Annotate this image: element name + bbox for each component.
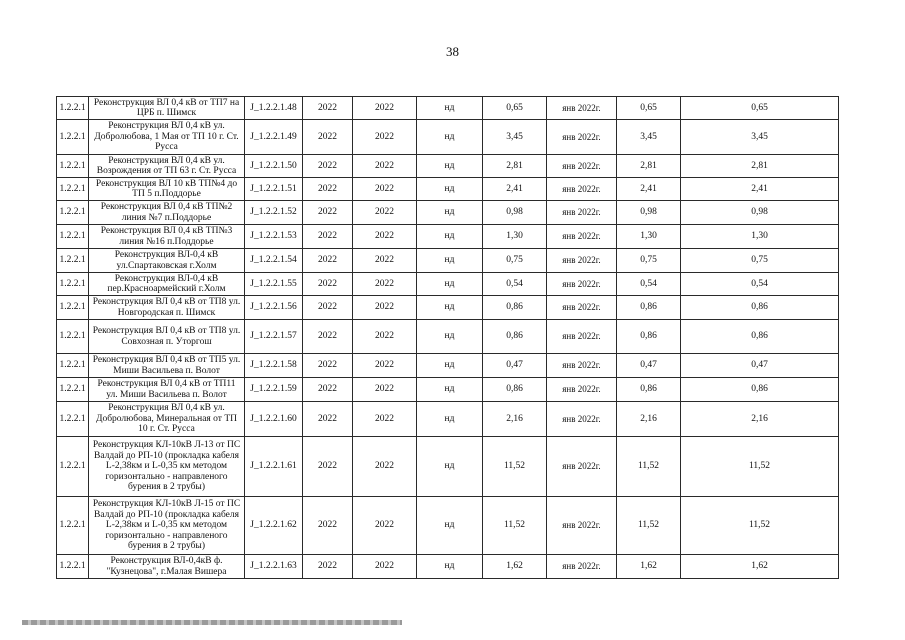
value-cell: 2,41: [483, 178, 547, 201]
object-code: J_1.2.2.1.48: [245, 97, 303, 120]
table-row: [57, 225, 839, 249]
value2-cell: 2,41: [617, 178, 681, 201]
table-row: [57, 178, 839, 201]
object-name: Реконструкция ВЛ 0,4 кВ ТП№3 линия №16 п.Поддорье: [89, 225, 245, 249]
object-name: Реконструкция ВЛ 0,4 кВ от ТП8 ул. Новгородская п. Шимск: [89, 296, 245, 320]
object-code: J_1.2.2.1.63: [245, 555, 303, 579]
table-row: [57, 201, 839, 225]
value-cell: 2,81: [483, 155, 547, 178]
table-row: [57, 97, 839, 120]
row-number: 1.2.2.1: [57, 155, 89, 178]
object-name: Реконструкция КЛ-10кВ Л-13 от ПС Валдай до РП-10 (прокладка кабеля L-2,38км и L-0,35 км методом горизонтально - направленого бурения в 2 трубы): [89, 437, 245, 497]
object-code: J_1.2.2.1.59: [245, 378, 303, 402]
object-code: J_1.2.2.1.51: [245, 178, 303, 201]
object-name: Реконструкция ВЛ 0,4 кВ ул. Добролюбова, Минеральная от ТП 10 г. Ст. Русса: [89, 402, 245, 437]
date-cell: янв 2022г.: [547, 273, 617, 296]
object-name: Реконструкция ВЛ-0,4 кВ пер.Красноармейский г.Холм: [89, 273, 245, 296]
value2-cell: 1,62: [617, 555, 681, 579]
end-year: 2022: [353, 155, 417, 178]
nd-cell: нд: [417, 225, 483, 249]
table-row: [57, 249, 839, 273]
table-row: [57, 296, 839, 320]
nd-cell: нд: [417, 201, 483, 225]
nd-cell: нд: [417, 555, 483, 579]
date-cell: янв 2022г.: [547, 225, 617, 249]
value3-cell: 0,86: [681, 378, 839, 402]
value-cell: 1,30: [483, 225, 547, 249]
object-code: J_1.2.2.1.58: [245, 354, 303, 378]
scan-artifact-bar: [22, 620, 402, 625]
value3-cell: 1,62: [681, 555, 839, 579]
date-cell: янв 2022г.: [547, 437, 617, 497]
end-year: 2022: [353, 354, 417, 378]
value2-cell: 11,52: [617, 497, 681, 555]
value2-cell: 3,45: [617, 120, 681, 155]
table-row: [57, 273, 839, 296]
nd-cell: нд: [417, 378, 483, 402]
object-code: J_1.2.2.1.52: [245, 201, 303, 225]
nd-cell: нд: [417, 273, 483, 296]
nd-cell: нд: [417, 437, 483, 497]
date-cell: янв 2022г.: [547, 155, 617, 178]
row-number: 1.2.2.1: [57, 249, 89, 273]
value2-cell: 0,98: [617, 201, 681, 225]
object-code: J_1.2.2.1.57: [245, 320, 303, 354]
start-year: 2022: [303, 97, 353, 120]
value3-cell: 0,75: [681, 249, 839, 273]
table-row: [57, 437, 839, 497]
value3-cell: 11,52: [681, 437, 839, 497]
row-number: 1.2.2.1: [57, 378, 89, 402]
value2-cell: 0,86: [617, 320, 681, 354]
row-number: 1.2.2.1: [57, 320, 89, 354]
end-year: 2022: [353, 378, 417, 402]
nd-cell: нд: [417, 249, 483, 273]
object-name: Реконструкция ВЛ 0,4 кВ ул. Возрождения от ТП 63 г. Ст. Русса: [89, 155, 245, 178]
end-year: 2022: [353, 402, 417, 437]
end-year: 2022: [353, 97, 417, 120]
value-cell: 0,86: [483, 296, 547, 320]
value-cell: 1,62: [483, 555, 547, 579]
value2-cell: 0,86: [617, 378, 681, 402]
object-name: Реконструкция ВЛ 0,4 кВ от ТП11 ул. Миши Васильева п. Волот: [89, 378, 245, 402]
start-year: 2022: [303, 155, 353, 178]
nd-cell: нд: [417, 97, 483, 120]
data-table: [56, 96, 839, 579]
object-code: J_1.2.2.1.55: [245, 273, 303, 296]
value2-cell: 11,52: [617, 437, 681, 497]
nd-cell: нд: [417, 402, 483, 437]
date-cell: янв 2022г.: [547, 296, 617, 320]
row-number: 1.2.2.1: [57, 437, 89, 497]
date-cell: янв 2022г.: [547, 402, 617, 437]
value3-cell: 0,86: [681, 320, 839, 354]
value-cell: 0,47: [483, 354, 547, 378]
date-cell: янв 2022г.: [547, 354, 617, 378]
date-cell: янв 2022г.: [547, 497, 617, 555]
object-name: Реконструкция ВЛ 0,4 кВ от ТП5 ул. Миши Васильева п. Волот: [89, 354, 245, 378]
value2-cell: 0,65: [617, 97, 681, 120]
table-row: [57, 402, 839, 437]
value2-cell: 2,16: [617, 402, 681, 437]
value2-cell: 2,81: [617, 155, 681, 178]
row-number: 1.2.2.1: [57, 497, 89, 555]
value3-cell: 0,54: [681, 273, 839, 296]
start-year: 2022: [303, 249, 353, 273]
date-cell: янв 2022г.: [547, 249, 617, 273]
table-row: [57, 378, 839, 402]
nd-cell: нд: [417, 120, 483, 155]
value3-cell: 2,16: [681, 402, 839, 437]
end-year: 2022: [353, 555, 417, 579]
object-code: J_1.2.2.1.60: [245, 402, 303, 437]
value2-cell: 0,54: [617, 273, 681, 296]
value-cell: 2,16: [483, 402, 547, 437]
table-row: [57, 354, 839, 378]
start-year: 2022: [303, 555, 353, 579]
row-number: 1.2.2.1: [57, 201, 89, 225]
value3-cell: 0,65: [681, 97, 839, 120]
value2-cell: 0,47: [617, 354, 681, 378]
object-name: Реконструкция ВЛ 0,4 кВ от ТП8 ул. Совхозная п. Уторгош: [89, 320, 245, 354]
end-year: 2022: [353, 225, 417, 249]
value2-cell: 1,30: [617, 225, 681, 249]
table-row: [57, 120, 839, 155]
date-cell: янв 2022г.: [547, 378, 617, 402]
start-year: 2022: [303, 402, 353, 437]
object-code: J_1.2.2.1.54: [245, 249, 303, 273]
value3-cell: 0,98: [681, 201, 839, 225]
object-code: J_1.2.2.1.53: [245, 225, 303, 249]
value-cell: 0,86: [483, 378, 547, 402]
value-cell: 11,52: [483, 497, 547, 555]
start-year: 2022: [303, 178, 353, 201]
table-row: [57, 320, 839, 354]
value-cell: 11,52: [483, 437, 547, 497]
start-year: 2022: [303, 354, 353, 378]
value-cell: 0,98: [483, 201, 547, 225]
object-name: Реконструкция ВЛ-0,4 кВ ул.Спартаковская г.Холм: [89, 249, 245, 273]
value-cell: 0,86: [483, 320, 547, 354]
value-cell: 0,54: [483, 273, 547, 296]
value3-cell: 11,52: [681, 497, 839, 555]
start-year: 2022: [303, 497, 353, 555]
object-code: J_1.2.2.1.56: [245, 296, 303, 320]
value3-cell: 1,30: [681, 225, 839, 249]
value3-cell: 3,45: [681, 120, 839, 155]
object-name: Реконструкция ВЛ 0,4 кВ от ТП7 на ЦРБ п. Шимск: [89, 97, 245, 120]
row-number: 1.2.2.1: [57, 273, 89, 296]
date-cell: янв 2022г.: [547, 201, 617, 225]
object-code: J_1.2.2.1.61: [245, 437, 303, 497]
end-year: 2022: [353, 120, 417, 155]
value-cell: 3,45: [483, 120, 547, 155]
value3-cell: 0,86: [681, 296, 839, 320]
start-year: 2022: [303, 120, 353, 155]
end-year: 2022: [353, 249, 417, 273]
row-number: 1.2.2.1: [57, 296, 89, 320]
value3-cell: 0,47: [681, 354, 839, 378]
row-number: 1.2.2.1: [57, 120, 89, 155]
value-cell: 0,75: [483, 249, 547, 273]
start-year: 2022: [303, 296, 353, 320]
end-year: 2022: [353, 320, 417, 354]
end-year: 2022: [353, 273, 417, 296]
date-cell: янв 2022г.: [547, 120, 617, 155]
value2-cell: 0,86: [617, 296, 681, 320]
row-number: 1.2.2.1: [57, 354, 89, 378]
nd-cell: нд: [417, 155, 483, 178]
row-number: 1.2.2.1: [57, 225, 89, 249]
date-cell: янв 2022г.: [547, 555, 617, 579]
nd-cell: нд: [417, 354, 483, 378]
date-cell: янв 2022г.: [547, 97, 617, 120]
object-name: Реконструкция ВЛ 0,4 кВ ул. Добролюбова, 1 Мая от ТП 10 г. Ст. Русса: [89, 120, 245, 155]
end-year: 2022: [353, 296, 417, 320]
row-number: 1.2.2.1: [57, 178, 89, 201]
table-row: [57, 497, 839, 555]
end-year: 2022: [353, 437, 417, 497]
value3-cell: 2,81: [681, 155, 839, 178]
object-name: Реконструкция КЛ-10кВ Л-15 от ПС Валдай до РП-10 (прокладка кабеля L-2,38км и L-0,35 км методом горизонтально - направленого бурения в 2 трубы): [89, 497, 245, 555]
start-year: 2022: [303, 378, 353, 402]
end-year: 2022: [353, 201, 417, 225]
object-name: Реконструкция ВЛ-0,4кВ ф. "Кузнецова", г.Малая Вишера: [89, 555, 245, 579]
row-number: 1.2.2.1: [57, 97, 89, 120]
start-year: 2022: [303, 201, 353, 225]
end-year: 2022: [353, 497, 417, 555]
nd-cell: нд: [417, 497, 483, 555]
start-year: 2022: [303, 225, 353, 249]
date-cell: янв 2022г.: [547, 178, 617, 201]
start-year: 2022: [303, 320, 353, 354]
end-year: 2022: [353, 178, 417, 201]
value2-cell: 0,75: [617, 249, 681, 273]
start-year: 2022: [303, 273, 353, 296]
table-row: [57, 555, 839, 579]
date-cell: янв 2022г.: [547, 320, 617, 354]
value3-cell: 2,41: [681, 178, 839, 201]
object-code: J_1.2.2.1.50: [245, 155, 303, 178]
nd-cell: нд: [417, 178, 483, 201]
row-number: 1.2.2.1: [57, 402, 89, 437]
object-name: Реконструкция ВЛ 10 кВ ТП№4 до ТП 5 п.Поддорье: [89, 178, 245, 201]
nd-cell: нд: [417, 320, 483, 354]
row-number: 1.2.2.1: [57, 555, 89, 579]
nd-cell: нд: [417, 296, 483, 320]
object-code: J_1.2.2.1.49: [245, 120, 303, 155]
table-row: [57, 155, 839, 178]
value-cell: 0,65: [483, 97, 547, 120]
object-code: J_1.2.2.1.62: [245, 497, 303, 555]
object-name: Реконструкция ВЛ 0,4 кВ ТП№2 линия №7 п.Поддорье: [89, 201, 245, 225]
page-number: 38: [446, 44, 459, 59]
start-year: 2022: [303, 437, 353, 497]
